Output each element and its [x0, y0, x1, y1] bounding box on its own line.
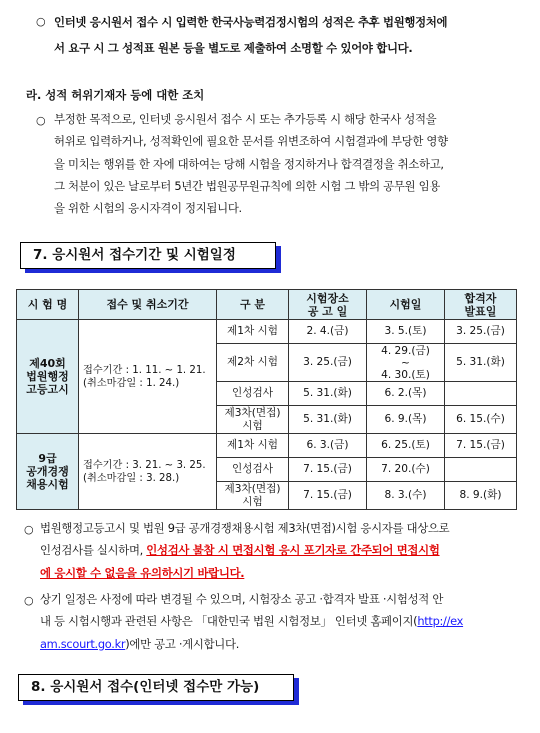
section-7-heading: 7. 응시원서 접수기간 및 시험일정 — [20, 242, 276, 269]
header-exam-name: 시 험 명 — [17, 290, 79, 320]
note-line — [40, 539, 449, 561]
personality-test-note — [40, 517, 449, 584]
result-date-cell: 3. 25.(금) — [445, 320, 517, 344]
false-entry-measures-text — [54, 108, 448, 219]
paragraph-line: 을 미치는 행위를 한 자에 대하여는 당해 시험을 정지하거나 합격결정을 취소하고, — [54, 156, 444, 171]
schedule-change-note — [40, 588, 463, 655]
notice-line: 인터넷 응시원서 접수 시 입력한 한국사능력검정시험의 성적은 추후 법원행정처에 — [54, 15, 448, 29]
exam-group-name: 제40회 법원행정 고등고시 — [17, 320, 79, 434]
notice-line: 서 요구 시 그 성적표 원본 등을 별도로 제출하여 소명할 수 있어야 합니다. — [54, 41, 413, 56]
header-result-date: 합격자 발표일 — [445, 290, 517, 320]
exam-date-cell: 6. 2.(목) — [367, 382, 445, 406]
note-line — [40, 562, 449, 584]
venue-date-cell: 5. 31.(화) — [289, 406, 367, 434]
category-cell: 인성검사 — [217, 458, 289, 482]
result-date-cell: 7. 15.(금) — [445, 434, 517, 458]
result-date-cell: 5. 31.(화) — [445, 344, 517, 382]
table-header-row — [17, 290, 517, 320]
note-line — [40, 610, 463, 632]
paragraph-line: 을 위한 시험의 응시자격이 정지됩니다. — [54, 201, 242, 216]
note-line: 상기 일정은 사정에 따라 변경될 수 있으며, 시험장소 공고 ·합격자 발표 ·시험성적 안 — [40, 592, 444, 606]
venue-date-cell: 6. 3.(금) — [289, 434, 367, 458]
venue-date-cell: 5. 31.(화) — [289, 382, 367, 406]
venue-date-cell: 2. 4.(금) — [289, 320, 367, 344]
paragraph-line: 부정한 목적으로, 인터넷 응시원서 접수 시 또는 추가등록 시 해당 한국사 성적을 — [54, 112, 437, 126]
exam-group-name: 9급 공개경쟁 채용시험 — [17, 434, 79, 510]
note-text: 인성검사를 실시하며, — [40, 543, 147, 558]
section-8-heading: 8. 응시원서 접수(인터넷 접수만 가능) — [18, 674, 294, 701]
exam-site-link[interactable]: http://ex — [417, 614, 464, 629]
warning-text: 에 응시할 수 없음을 유의하시기 바랍니다. — [40, 565, 245, 580]
warning-text: 인성검사 불참 시 면접시험 응시 포기자로 간주되어 면접시험 — [146, 543, 440, 558]
exam-date-cell: 6. 25.(토) — [367, 434, 445, 458]
venue-date-cell: 7. 15.(금) — [289, 458, 367, 482]
hanguk-history-score-notice — [54, 11, 447, 60]
result-date-cell — [445, 458, 517, 482]
note-line: 법원행정고등고시 및 법원 9급 공개경쟁채용시험 제3차(면접)시험 응시자를 대상으로 — [40, 521, 450, 535]
bullet-symbol: ○ — [36, 15, 46, 28]
result-date-cell: 8. 9.(화) — [445, 482, 517, 510]
exam-site-link[interactable]: am.scourt.go.kr — [40, 636, 126, 651]
header-period: 접수 및 취소기간 — [79, 290, 217, 320]
section-ra-title: 라. 성적 허위기재자 등에 대한 조치 — [26, 88, 205, 102]
header-exam-date: 시험일 — [367, 290, 445, 320]
application-period: 접수기간 : 3. 21. ~ 3. 25. (취소마감일 : 3. 28.) — [79, 434, 217, 510]
exam-date-cell: 4. 29.(금) ~ 4. 30.(토) — [367, 344, 445, 382]
category-cell: 제1차 시험 — [217, 434, 289, 458]
venue-date-cell: 3. 25.(금) — [289, 344, 367, 382]
venue-date-cell: 7. 15.(금) — [289, 482, 367, 510]
exam-date-cell: 7. 20.(수) — [367, 458, 445, 482]
category-cell: 제3차(면접) 시험 — [217, 482, 289, 510]
result-date-cell: 6. 15.(수) — [445, 406, 517, 434]
bullet-symbol: ○ — [24, 523, 34, 536]
exam-date-cell: 6. 9.(목) — [367, 406, 445, 434]
category-cell: 제2차 시험 — [217, 344, 289, 382]
table-row — [17, 434, 517, 458]
header-category: 구 분 — [217, 290, 289, 320]
category-cell: 제3차(면접) 시험 — [217, 406, 289, 434]
header-venue-date: 시험장소 공 고 일 — [289, 290, 367, 320]
category-cell: 제1차 시험 — [217, 320, 289, 344]
note-text: )에만 공고 ·게시합니다. — [125, 636, 240, 651]
bullet-symbol: ○ — [36, 114, 46, 127]
note-text: 내 등 시험시행과 관련된 사항은 「대한민국 법원 시험정보」 인터넷 홈페이지( — [40, 614, 418, 629]
note-line — [40, 633, 463, 655]
exam-date-cell: 8. 3.(수) — [367, 482, 445, 510]
category-cell: 인성검사 — [217, 382, 289, 406]
table-row — [17, 320, 517, 344]
exam-date-cell: 3. 5.(토) — [367, 320, 445, 344]
bullet-symbol: ○ — [24, 594, 34, 607]
result-date-cell — [445, 382, 517, 406]
application-period: 접수기간 : 1. 11. ~ 1. 21. (취소마감일 : 1. 24.) — [79, 320, 217, 434]
exam-schedule-table — [16, 289, 517, 510]
paragraph-line: 허위로 입력하거나, 성적확인에 필요한 문서를 위변조하여 시험결과에 부당한 영향 — [54, 134, 448, 149]
paragraph-line: 그 처분이 있은 날로부터 5년간 법원공무원규칙에 의한 시험 그 밖의 공무원 임용 — [54, 178, 440, 193]
